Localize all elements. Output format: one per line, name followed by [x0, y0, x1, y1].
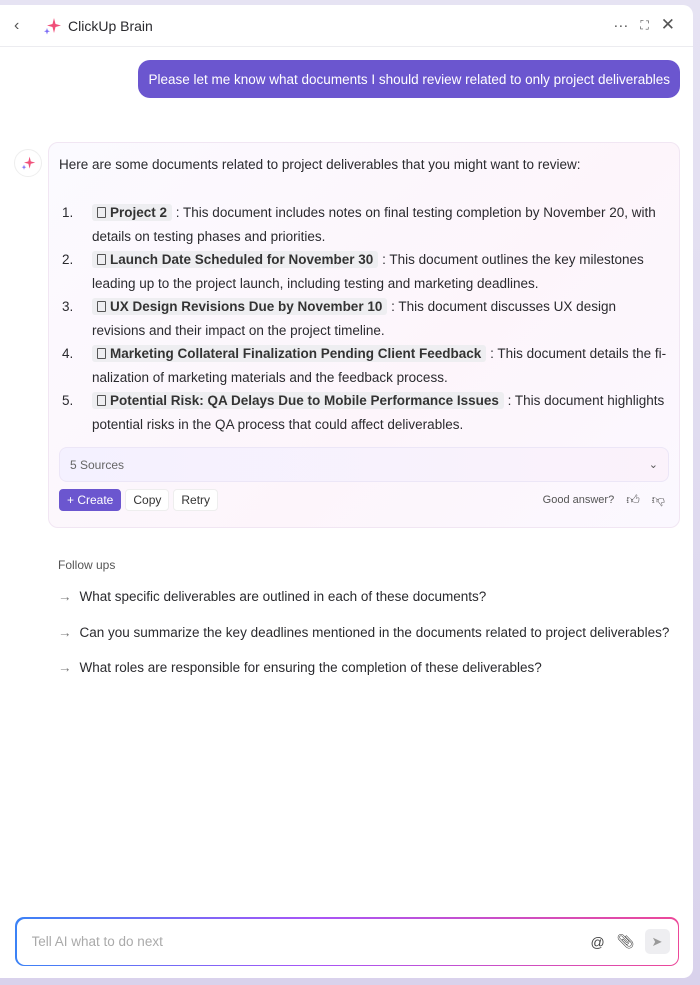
document-link[interactable] — [92, 251, 378, 268]
item-text: : This document outlines the key milestones leading up to the project launch, including testing and marketing deadlines. — [92, 252, 644, 291]
send-icon: ➤ — [651, 933, 663, 949]
document-icon — [97, 207, 106, 218]
brain-panel — [0, 5, 693, 978]
item-text: : This document discusses UX design revisions and their impact on the project timeline. — [92, 299, 616, 338]
followup-item[interactable] — [58, 625, 669, 640]
panel-title: ClickUp Brain — [68, 17, 153, 34]
document-icon — [97, 395, 106, 406]
item-number: 3. — [62, 299, 74, 314]
item-number: 2. — [62, 252, 74, 267]
brain-sparkle-icon — [20, 155, 36, 171]
document-list — [59, 201, 669, 436]
ai-response-card — [48, 142, 680, 528]
list-item — [59, 295, 669, 342]
document-icon — [97, 348, 106, 359]
item-number: 4. — [62, 346, 74, 361]
followup-item[interactable] — [58, 660, 542, 675]
document-title: Project 2 — [110, 205, 168, 220]
arrow-right-icon: → — [58, 625, 72, 640]
document-link[interactable] — [92, 204, 172, 221]
followup-text: What specific deliverables are outlined in each of these documents? — [79, 589, 487, 604]
response-intro: Here are some documents related to project deliverables that you might want to review: — [59, 157, 581, 172]
thumbs-up-icon[interactable]: 👍︎ — [626, 492, 640, 507]
item-text: : This document details the fi-nalization of marketing materials and the feedback process. — [92, 346, 667, 385]
followups-label: Follow ups — [58, 558, 116, 572]
user-message: Please let me know what documents I should review related to only project deliverables — [138, 60, 680, 98]
list-item — [59, 342, 669, 389]
document-link[interactable] — [92, 392, 504, 409]
document-title: Launch Date Scheduled for November 30 — [110, 252, 374, 267]
followup-text: Can you summarize the key deadlines mentioned in the documents related to project deliverables? — [79, 625, 670, 640]
close-icon[interactable]: ✕ — [660, 15, 675, 34]
document-icon — [97, 301, 106, 312]
more-icon[interactable]: ··· — [613, 16, 629, 34]
chevron-down-icon: ⌄ — [648, 459, 658, 471]
attachment-icon[interactable]: 📎︎ — [616, 933, 635, 949]
followup-item[interactable] — [58, 589, 486, 604]
ai-avatar — [14, 149, 42, 177]
mention-icon[interactable]: @ — [590, 933, 605, 950]
retry-button[interactable]: Retry — [173, 489, 218, 511]
item-number: 5. — [62, 393, 74, 408]
item-number: 1. — [62, 205, 74, 220]
thumbs-down-icon[interactable]: 👎︎ — [651, 492, 665, 507]
arrow-right-icon: → — [58, 660, 72, 675]
document-title: UX Design Revisions Due by November 10 — [110, 299, 383, 314]
good-answer-label: Good answer? — [542, 494, 615, 506]
prompt-input-box — [15, 917, 679, 966]
item-text: : This document includes notes on final testing completion by November 20, with details on testing phases and priorities. — [92, 205, 656, 244]
sources-label: 5 Sources — [70, 457, 125, 472]
create-button[interactable]: + Create — [59, 489, 121, 511]
list-item — [59, 248, 669, 295]
followup-text: What roles are responsible for ensuring the completion of these deliverables? — [79, 660, 542, 675]
document-link[interactable] — [92, 298, 387, 315]
copy-button[interactable]: Copy — [125, 489, 169, 511]
brain-sparkle-icon — [42, 16, 62, 36]
expand-icon[interactable]: ⛶ — [640, 17, 649, 32]
arrow-right-icon: → — [58, 589, 72, 604]
document-title: Potential Risk: QA Delays Due to Mobile Performance Issues — [110, 393, 499, 408]
document-link[interactable] — [92, 345, 486, 362]
document-title: Marketing Collateral Finalization Pending Client Feedback — [110, 346, 482, 361]
sources-dropdown[interactable] — [59, 447, 669, 482]
back-icon[interactable]: ‹ — [14, 16, 20, 34]
header — [0, 5, 693, 47]
document-icon — [97, 254, 106, 265]
prompt-input[interactable] — [32, 934, 579, 949]
list-item — [59, 389, 669, 436]
send-button[interactable] — [645, 929, 670, 954]
item-text: : This document highlights potential risks in the QA process that could affect deliverables. — [92, 393, 665, 432]
list-item — [59, 201, 669, 248]
